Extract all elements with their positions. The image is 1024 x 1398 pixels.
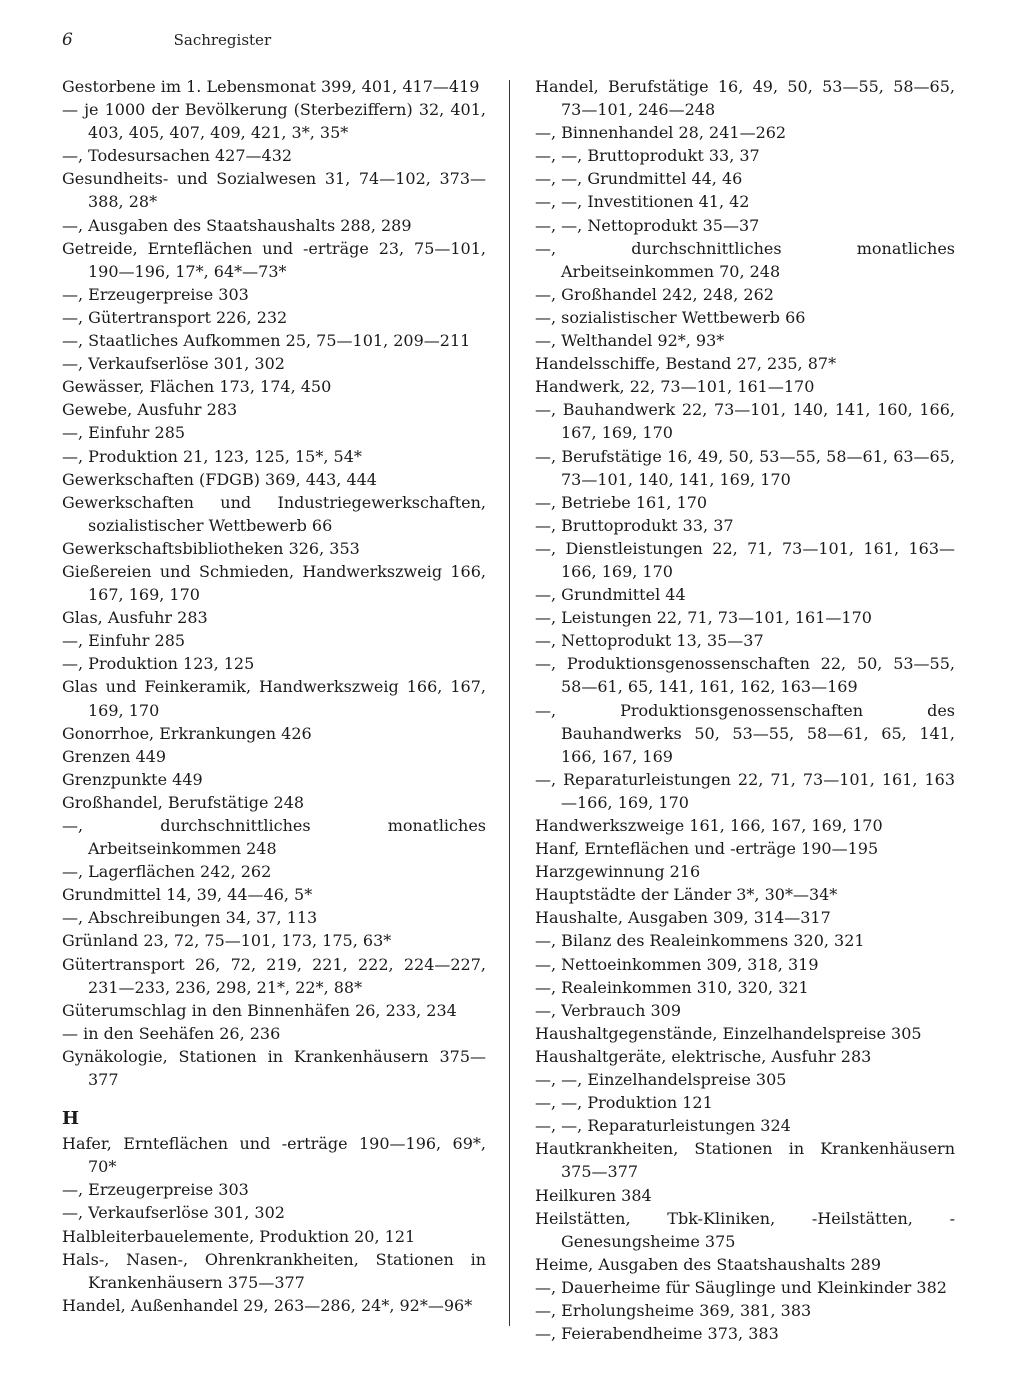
index-entry: —, Einfuhr 285 — [62, 631, 186, 651]
index-entry: —, Dienstleistungen 22, 71, 73—101, 161, 163—166, 169, 170 — [535, 538, 955, 581]
index-entry: —, Verkaufserlöse 301, 302 — [62, 1203, 285, 1223]
index-entry: —, Ausgaben des Staatshaushalts 288, 289 — [62, 215, 412, 235]
index-entry: —, —, Produktion 121 — [535, 1093, 713, 1113]
index-entry: —, Erzeugerpreise 303 — [62, 284, 249, 304]
index-entry: —, Bilanz des Realeinkommens 320, 321 — [535, 931, 865, 951]
index-entry: Grenzpunkte 449 — [62, 769, 203, 789]
index-entry: —, Todesursachen 427—432 — [62, 146, 293, 166]
index-entry: Gestorbene im 1. Lebensmonat 399, 401, 417—419 — [62, 77, 480, 96]
index-entry: Harzgewinnung 216 — [535, 862, 701, 882]
index-entry: Handwerk, 22, 73—101, 161—170 — [535, 377, 815, 397]
index-entry: —, Grundmittel 44 — [535, 585, 686, 605]
index-entry: —, —, Nettoprodukt 35—37 — [535, 215, 760, 235]
index-entry: Gewerkschaften (FDGB) 369, 443, 444 — [62, 469, 377, 489]
left-h-entries — [62, 1132, 486, 1317]
index-entry: Gewebe, Ausfuhr 283 — [62, 400, 238, 420]
index-entry: —, Reparaturleistungen 22, 71, 73—101, 161, 163—166, 169, 170 — [535, 769, 955, 812]
page-header — [62, 30, 271, 50]
index-entry: Gynäkologie, Stationen in Krankenhäusern 375—377 — [62, 1046, 486, 1090]
index-entry: —, Nettoprodukt 13, 35—37 — [535, 631, 764, 651]
index-entry: Hals-, Nasen-, Ohrenkrankheiten, Stationen in Krankenhäusern 375—377 — [62, 1249, 486, 1292]
index-entry: Getreide, Ernteflächen und -erträge 23, 75—101, 190—196, 17*, 64*—73* — [62, 238, 486, 281]
index-entry: —, Betriebe 161, 170 — [535, 492, 708, 512]
index-entry: —, Gütertransport 226, 232 — [62, 307, 288, 327]
index-entry: —, Erholungsheime 369, 381, 383 — [535, 1300, 812, 1320]
index-entry: Glas, Ausfuhr 283 — [62, 608, 208, 628]
column-divider — [509, 80, 510, 1326]
index-entry: — je 1000 der Bevölkerung (Sterbeziffern) 32, 401, 403, 405, 407, 409, 421, 3*, 35* — [62, 100, 486, 143]
index-entry: —, Produktion 21, 123, 125, 15*, 54* — [62, 446, 362, 466]
index-entry: Grenzen 449 — [62, 746, 167, 766]
index-entry: —, Einfuhr 285 — [62, 423, 186, 443]
index-entry: —, durchschnittliches monatliches Arbeitseinkommen 70, 248 — [535, 238, 955, 281]
index-entry: Großhandel, Berufstätige 248 — [62, 792, 305, 812]
index-entry: Heilstätten, Tbk-Kliniken, -Heilstätten, -Genesungsheime 375 — [535, 1208, 955, 1251]
right-entries — [535, 75, 955, 1345]
index-entry: Güterumschlag in den Binnenhäfen 26, 233, 234 — [62, 1000, 457, 1020]
index-entry: —, Binnenhandel 28, 241—262 — [535, 123, 787, 143]
index-entry: —, Bauhandwerk 22, 73—101, 140, 141, 160, 166, 167, 169, 170 — [535, 400, 955, 443]
index-entry: Gewerkschaften und Industriegewerkschaften, sozialistischer Wettbewerb 66 — [62, 492, 486, 535]
index-entry: Hanf, Ernteflächen und -erträge 190—195 — [535, 839, 879, 859]
index-entry: Halbleiterbauelemente, Produktion 20, 121 — [62, 1226, 416, 1246]
index-entry: Gütertransport 26, 72, 219, 221, 222, 224—227, 231—233, 236, 298, 21*, 22*, 88* — [62, 954, 486, 997]
index-entry: —, Leistungen 22, 71, 73—101, 161—170 — [535, 608, 872, 628]
index-entry: —, Produktion 123, 125 — [62, 654, 255, 674]
index-entry: Glas und Feinkeramik, Handwerkszweig 166, 167, 169, 170 — [62, 677, 486, 720]
section-letter: H — [62, 1108, 80, 1130]
index-entry: —, —, Grundmittel 44, 46 — [535, 169, 743, 189]
index-entry: Gewässer, Flächen 173, 174, 450 — [62, 377, 332, 397]
right-column — [535, 75, 955, 1345]
index-entry: Handwerkszweige 161, 166, 167, 169, 170 — [535, 816, 883, 835]
index-entry: —, Verbrauch 309 — [535, 1000, 681, 1020]
index-entry: —, Dauerheime für Säuglinge und Kleinkinder 382 — [535, 1277, 947, 1297]
index-entry: Gesundheits- und Sozialwesen 31, 74—102, 373—388, 28* — [62, 169, 486, 212]
index-entry: —, Bruttoprodukt 33, 37 — [535, 515, 734, 535]
left-entries — [62, 75, 486, 1091]
index-entry: —, —, Reparaturleistungen 324 — [535, 1116, 791, 1136]
index-entry: —, —, Investitionen 41, 42 — [535, 192, 750, 212]
index-entry: Gießereien und Schmieden, Handwerkszweig 166, 167, 169, 170 — [62, 561, 486, 605]
index-entry: Gonorrhoe, Erkrankungen 426 — [62, 723, 312, 743]
index-entry: Gewerkschaftsbibliotheken 326, 353 — [62, 538, 360, 558]
index-entry: Haushaltgeräte, elektrische, Ausfuhr 283 — [535, 1046, 872, 1066]
index-entry: Hauptstädte der Länder 3*, 30*—34* — [535, 885, 838, 905]
index-entry: Heime, Ausgaben des Staatshaushalts 289 — [535, 1254, 882, 1274]
index-entry: —, Nettoeinkommen 309, 318, 319 — [535, 954, 819, 974]
index-entry: Handelsschiffe, Bestand 27, 235, 87* — [535, 354, 837, 374]
index-entry: Grünland 23, 72, 75—101, 173, 175, 63* — [62, 931, 392, 951]
page-number: 6 — [62, 30, 73, 50]
index-entry: — in den Seehäfen 26, 236 — [62, 1023, 281, 1043]
index-entry: —, —, Bruttoprodukt 33, 37 — [535, 146, 760, 166]
index-entry: Grundmittel 14, 39, 44—46, 5* — [62, 885, 313, 905]
index-entry: Handel, Außenhandel 29, 263—286, 24*, 92*—96* — [62, 1295, 473, 1315]
index-entry: —, Abschreibungen 34, 37, 113 — [62, 908, 318, 928]
index-entry: —, Produktionsgenossenschaften 22, 50, 53—55, 58—61, 65, 141, 161, 162, 163—169 — [535, 654, 955, 697]
index-entry: Haushalte, Ausgaben 309, 314—317 — [535, 908, 831, 928]
index-entry: —, Staatliches Aufkommen 25, 75—101, 209—211 — [62, 331, 471, 351]
index-entry: Heilkuren 384 — [535, 1185, 652, 1205]
index-entry: —, sozialistischer Wettbewerb 66 — [535, 307, 806, 327]
index-entry: —, Großhandel 242, 248, 262 — [535, 284, 774, 304]
index-entry: —, Realeinkommen 310, 320, 321 — [535, 977, 809, 997]
index-entry: Hautkrankheiten, Stationen in Krankenhäusern 375—377 — [535, 1139, 955, 1182]
index-entry: —, Feierabendheime 373, 383 — [535, 1324, 779, 1344]
index-entry: —, Lagerflächen 242, 262 — [62, 862, 272, 882]
index-entry: —, durchschnittliches monatliches Arbeitseinkommen 248 — [62, 816, 486, 859]
index-entry: Hafer, Ernteflächen und -erträge 190—196, 69*, 70* — [62, 1134, 486, 1177]
index-entry: Haushaltgegenstände, Einzelhandelspreise 305 — [535, 1023, 922, 1043]
index-entry: —, Berufstätige 16, 49, 50, 53—55, 58—61, 63—65, 73—101, 140, 141, 169, 170 — [535, 446, 955, 489]
index-entry: Handel, Berufstätige 16, 49, 50, 53—55, 58—65, 73—101, 246—248 — [535, 77, 955, 120]
index-entry: —, —, Einzelhandelspreise 305 — [535, 1070, 787, 1090]
index-entry: —, Produktionsgenossenschaften des Bauhandwerks 50, 53—55, 58—61, 65, 141, 166, 167, 169 — [535, 700, 955, 766]
index-entry: —, Verkaufserlöse 301, 302 — [62, 354, 285, 374]
left-column — [62, 75, 486, 1317]
index-entry: —, Erzeugerpreise 303 — [62, 1180, 249, 1200]
index-entry: —, Welthandel 92*, 93* — [535, 331, 725, 351]
running-title: Sachregister — [173, 31, 272, 49]
